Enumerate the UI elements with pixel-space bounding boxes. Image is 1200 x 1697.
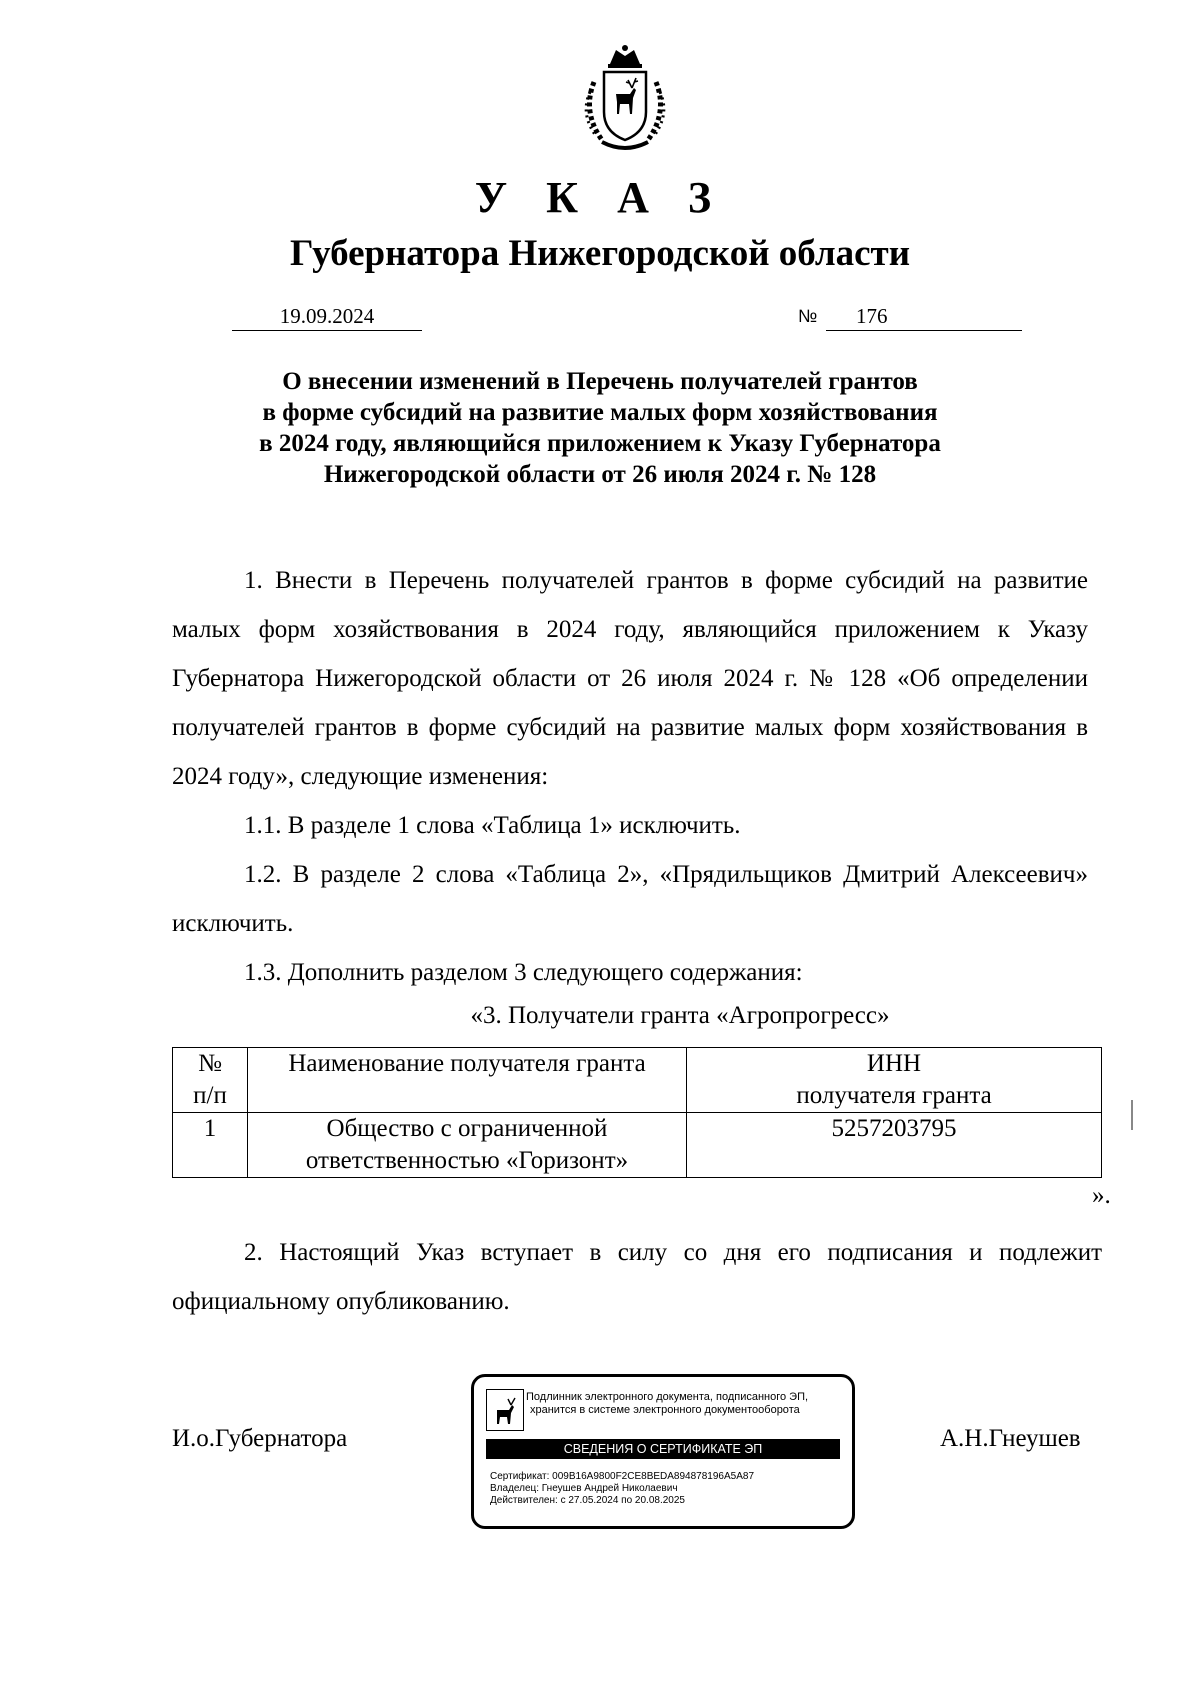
header-num-line2: п/п xyxy=(193,1082,227,1109)
table-header-row xyxy=(173,1048,1102,1113)
cell-inn: 5257203795 xyxy=(687,1113,1102,1178)
document-subtitle: Губернатора Нижегородской области xyxy=(289,233,911,274)
paragraph-2: 2. Настоящий Указ вступает в силу со дня его подписания и подлежит официальному опубликованию. xyxy=(172,1239,1102,1315)
stamp-cert-id: Сертификат: 009B16A9800F2CE8BEDA894878196A5A87 xyxy=(490,1471,755,1482)
header-inn xyxy=(687,1048,1102,1113)
stamp-cert-owner: Владелец: Гнеушев Андрей Николаевич xyxy=(490,1483,678,1494)
stamp-line1: Подлинник электронного документа, подписанного ЭП, xyxy=(526,1391,809,1403)
grant-recipients-table xyxy=(172,1047,1102,1178)
document-body xyxy=(172,556,1088,1065)
heading-line: О внесении изменений в Перечень получателей грантов xyxy=(282,368,918,395)
header-name-text: Наименование получателя гранта xyxy=(288,1050,646,1077)
text-cursor-mark xyxy=(1131,1100,1133,1130)
stamp-cert-validity: Действителен: с 27.05.2024 по 20.08.2025 xyxy=(490,1495,685,1506)
stamp-certificate-header: СВЕДЕНИЯ О СЕРТИФИКАТЕ ЭП xyxy=(486,1439,840,1459)
paragraph-1-1: 1.1. В разделе 1 слова «Таблица 1» исключить. xyxy=(244,812,741,839)
header-num-line1: № xyxy=(198,1050,222,1077)
cell-num: 1 xyxy=(173,1113,248,1178)
paragraph-1: 1. Внести в Перечень получателей грантов в форме субсидий на развитие малых форм хозяйствования в 2024 году, являющийся приложением к Указу Губернатора Нижегородской области от 26 июля 2024 г. № 128 «Об определении получателей грантов в форме субсидий на развитие малых форм хозяйствования в 2024 году», следующие изменения: xyxy=(172,567,1088,790)
signer-name: А.Н.Гнеушев xyxy=(940,1425,1081,1452)
deer-logo-icon xyxy=(486,1389,524,1431)
number-sign: № xyxy=(798,306,818,326)
stamp-line2: хранится в системе электронного документооборота xyxy=(530,1404,800,1416)
stamp-certificate-info xyxy=(490,1471,754,1507)
document-number-value: 176 xyxy=(856,304,888,328)
cell-name-line1: Общество с ограниченной xyxy=(326,1115,608,1142)
header-name xyxy=(248,1048,687,1113)
stamp-description xyxy=(526,1391,846,1417)
header-num xyxy=(173,1048,248,1113)
coat-of-arms-emblem xyxy=(572,42,678,154)
heading-line: в 2024 году, являющийся приложением к Указу Губернатора xyxy=(259,430,941,457)
heading-line: Нижегородской области от 26 июля 2024 г. № 128 xyxy=(323,461,877,488)
heading-line: в форме субсидий на развитие малых форм хозяйствования xyxy=(262,399,938,426)
document-heading xyxy=(200,366,1000,490)
electronic-signature-stamp xyxy=(471,1374,855,1529)
signer-position: И.о.Губернатора xyxy=(172,1425,348,1452)
document-title: У К А З xyxy=(474,173,726,222)
paragraph-2-block xyxy=(172,1228,1102,1326)
paragraph-1-2: 1.2. В разделе 2 слова «Таблица 2», «Прядильщиков Дмитрий Алексеевич» исключить. xyxy=(172,861,1088,937)
table-caption: «3. Получатели гранта «Агропрогресс» xyxy=(470,1002,890,1029)
paragraph-1-3: 1.3. Дополнить разделом 3 следующего содержания: xyxy=(244,959,803,986)
document-date: 19.09.2024 xyxy=(232,302,422,331)
header-inn-line2: получателя гранта xyxy=(796,1082,992,1109)
closing-quote: ». xyxy=(1092,1182,1111,1209)
cell-name-line2: ответственностью «Горизонт» xyxy=(305,1147,629,1174)
header-inn-line1: ИНН xyxy=(866,1050,922,1077)
table-row xyxy=(173,1113,1102,1178)
document-number xyxy=(826,302,1022,331)
cell-name xyxy=(248,1113,687,1178)
